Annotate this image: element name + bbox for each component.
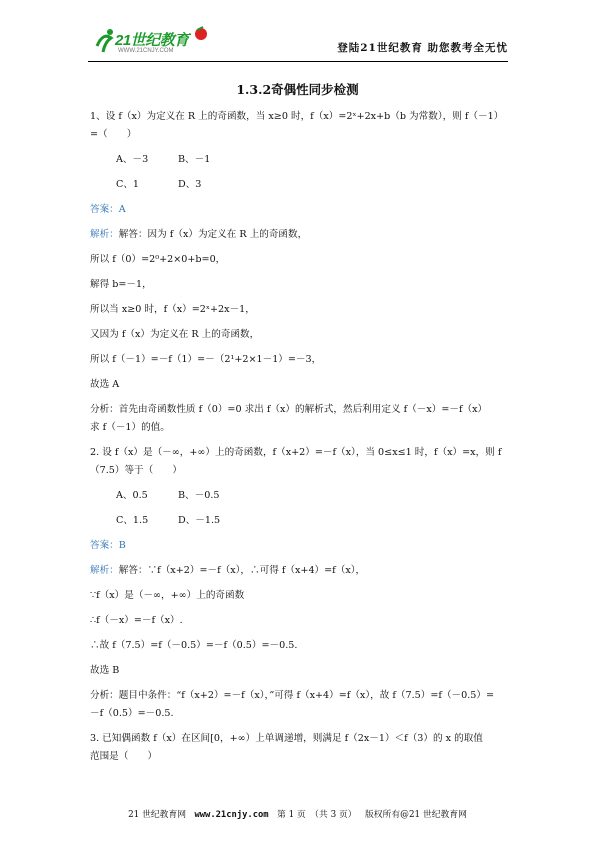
q1-option-a: A、－3 — [116, 154, 149, 165]
q1-remark-cont: 求 f（－1）的值。 — [90, 422, 170, 433]
q2-remark: 分析：题目中条件：“f（x+2）=－f（x），”可得 f（x+4）=f（x），故 f（7.5）=f（－0.5）= — [90, 690, 495, 701]
analysis-label: 解析： — [90, 229, 119, 240]
q2-stem: 2. 设 f（x）是（－∞，+∞）上的奇函数，f（x+2）=－f（x），当 0≤x≤1 时，f（x）=x，则 f — [90, 447, 502, 458]
footer-site: 21 世纪教育网 — [128, 810, 187, 820]
analysis-label: 解析： — [90, 565, 119, 576]
q2-step-1: ∵f（x）是（－∞，+∞）上的奇函数 — [90, 590, 245, 601]
q1-option-b: B、－1 — [178, 154, 211, 165]
q2-conclusion: 故选 B — [90, 665, 120, 676]
q2-answer-value: B — [118, 540, 126, 551]
q1-options-row1 — [90, 151, 510, 169]
q2-step-3: ∴故 f（7.5）=f（－0.5）=－f（0.5）=－0.5. — [90, 640, 298, 651]
q2-option-b: B、－0.5 — [178, 490, 220, 501]
page-header — [88, 20, 508, 62]
q1-option-d: D、3 — [178, 179, 202, 190]
q1-step-5: 所以 f（－1）=－f（1）=－（2¹+2×1－1）=－3， — [90, 354, 322, 365]
footer-url[interactable]: www.21cnjy.com — [194, 810, 269, 820]
q1-conclusion: 故选 A — [90, 379, 120, 390]
q2-options-row2 — [90, 512, 510, 530]
q2-remark-cont: －f（0.5）=－0.5. — [90, 708, 174, 719]
q1-option-c: C、1 — [116, 179, 140, 190]
q1-stem: 1、设 f（x）为定义在 R 上的奇函数，当 x≥0 时，f（x）=2ˣ+2x+b（b 为常数），则 f（－1） — [90, 111, 504, 122]
logo — [93, 24, 213, 60]
q2-answer — [90, 537, 510, 555]
answer-label: 答案： — [90, 540, 119, 551]
header-divider — [88, 61, 508, 62]
q2-analysis-text: 解答：∵f（x+2）=－f（x），∴可得 f（x+4）=f（x）， — [118, 565, 366, 576]
q1-step-1: 所以 f（0）=2⁰+2×0+b=0， — [90, 254, 226, 265]
header-slogan: 登陆21世纪教育 助您教考全无忧 — [337, 42, 508, 54]
logo-text: 21世纪教育 — [115, 32, 189, 49]
q1-remark: 分析：首先由奇函数性质 f（0）=0 求出 f（x）的解析式，然后利用定义 f（－x）=－f（x） — [90, 404, 488, 415]
logo-url: WWW.21CNJY.COM — [118, 48, 174, 54]
q1-stem-cont: =（ ） — [90, 129, 137, 140]
q1-step-4: 又因为 f（x）为定义在 R 上的奇函数， — [90, 329, 260, 340]
q2-analysis — [90, 562, 510, 580]
q2-step-2: ∴f（－x）=－f（x）. — [90, 615, 183, 626]
q1-analysis-text: 解答：因为 f（x）为定义在 R 上的奇函数， — [118, 229, 308, 240]
page-title: 1.3.2奇偶性同步检测 — [236, 82, 359, 97]
answer-label: 答案： — [90, 204, 119, 215]
q1-answer-value: A — [118, 204, 126, 215]
footer-page-number: 第 1 页 （共 3 页） — [277, 810, 357, 820]
q1-options-row2 — [90, 176, 510, 194]
q2-option-d: D、－1.5 — [178, 515, 221, 526]
document-body — [90, 108, 510, 766]
q1-answer — [90, 201, 510, 219]
q2-option-a: A、0.5 — [116, 490, 148, 501]
q1-analysis — [90, 226, 510, 244]
q3-stem: 3. 已知偶函数 f（x）在区间[0，+∞）上单调递增，则满足 f（2x－1）＜f（3）的 x 的取值 — [90, 733, 483, 744]
footer-copyright: 版权所有@21 世纪教育网 — [364, 810, 467, 820]
q1-step-3: 所以当 x≥0 时，f（x）=2ˣ+2x－1， — [90, 304, 255, 315]
q2-options-row1 — [90, 487, 510, 505]
page-footer — [0, 807, 595, 820]
q2-stem-cont: （7.5）等于（ ） — [90, 465, 183, 476]
q2-option-c: C、1.5 — [116, 515, 149, 526]
q1-step-2: 解得 b=－1， — [90, 279, 152, 290]
q3-stem-cont: 范围是（ ） — [90, 751, 158, 762]
